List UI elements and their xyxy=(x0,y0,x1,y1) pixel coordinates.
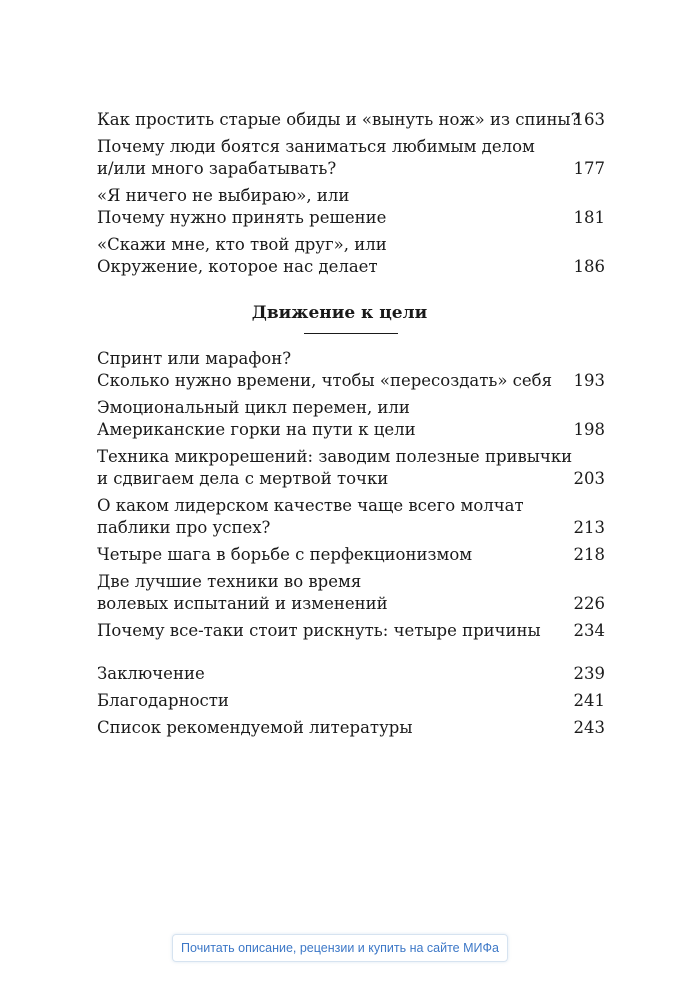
toc-entry xyxy=(97,620,607,642)
toc-entry xyxy=(97,544,607,566)
toc-entry-line: и сдвигаем дела с мертвой точки xyxy=(97,469,389,488)
toc-entry xyxy=(97,397,607,441)
toc-entry-page: 203 xyxy=(573,469,605,488)
toc-entry xyxy=(97,690,607,712)
toc-entry xyxy=(97,234,607,278)
toc-entry-line: Эмоциональный цикл перемен, или xyxy=(97,398,410,417)
toc-entry-page: 226 xyxy=(573,594,605,613)
toc-entry-line: Почему люди боятся заниматься любимым делом xyxy=(97,137,535,156)
toc-entry-line: Четыре шага в борьбе с перфекционизмом xyxy=(97,545,473,564)
toc-entry-line: Почему все-таки стоит рискнуть: четыре причины xyxy=(97,621,541,640)
toc-entry xyxy=(97,663,607,685)
toc-entry xyxy=(97,495,607,539)
toc-section-list xyxy=(97,348,607,647)
toc-entry-page: 163 xyxy=(573,110,605,129)
toc-entry xyxy=(97,109,607,131)
toc-entry xyxy=(97,446,607,490)
toc-entry-page: 241 xyxy=(573,691,605,710)
toc-entry-line: Как простить старые обиды и «вынуть нож» из спины? xyxy=(97,110,580,129)
toc-entry-line: «Скажи мне, кто твой друг», или xyxy=(97,235,387,254)
toc-entry-line: Почему нужно принять решение xyxy=(97,208,387,227)
toc-back-matter-list xyxy=(97,663,607,744)
toc-entry-page: 234 xyxy=(573,621,605,640)
toc-entry-page: 193 xyxy=(573,371,605,390)
toc-entry-page: 213 xyxy=(573,518,605,537)
toc-entry-line: паблики про успех? xyxy=(97,518,271,537)
toc-entry-line: Заключение xyxy=(97,664,205,683)
toc-entry xyxy=(97,717,607,739)
toc-entry-line: Техника микрорешений: заводим полезные привычки xyxy=(97,447,573,466)
toc-entry-line: «Я ничего не выбираю», или xyxy=(97,186,350,205)
toc-entry-page: 186 xyxy=(573,257,605,276)
toc-entry-page: 243 xyxy=(573,718,605,737)
toc-entry-line: Окружение, которое нас делает xyxy=(97,257,378,276)
toc-entry-line: Американские горки на пути к цели xyxy=(97,420,416,439)
toc-entry xyxy=(97,185,607,229)
toc-entry-line: волевых испытаний и изменений xyxy=(97,594,388,613)
toc-entry xyxy=(97,136,607,180)
toc-entry-line: и/или много зарабатывать? xyxy=(97,159,337,178)
toc-entry-line: О каком лидерском качестве чаще всего молчат xyxy=(97,496,524,515)
toc-entry xyxy=(97,571,607,615)
toc-entry-line: Спринт или марафон? xyxy=(97,349,292,368)
toc-entry-line: Благодарности xyxy=(97,691,229,710)
toc-entry-page: 181 xyxy=(573,208,605,227)
toc-top-list xyxy=(97,109,607,283)
toc-entry-page: 239 xyxy=(573,664,605,683)
toc-entry-page: 177 xyxy=(573,159,605,178)
section-divider xyxy=(304,333,398,334)
toc-entry-line: Сколько нужно времени, чтобы «пересоздать» себя xyxy=(97,371,553,390)
publisher-site-link[interactable]: Почитать описание, рецензии и купить на сайте МИФа xyxy=(172,934,508,962)
toc-entry xyxy=(97,348,607,392)
section-title: Движение к цели xyxy=(251,303,428,323)
toc-entry-line: Список рекомендуемой литературы xyxy=(97,718,413,737)
toc-entry-page: 218 xyxy=(573,545,605,564)
toc-entry-page: 198 xyxy=(573,420,605,439)
toc-entry-line: Две лучшие техники во время xyxy=(97,572,362,591)
